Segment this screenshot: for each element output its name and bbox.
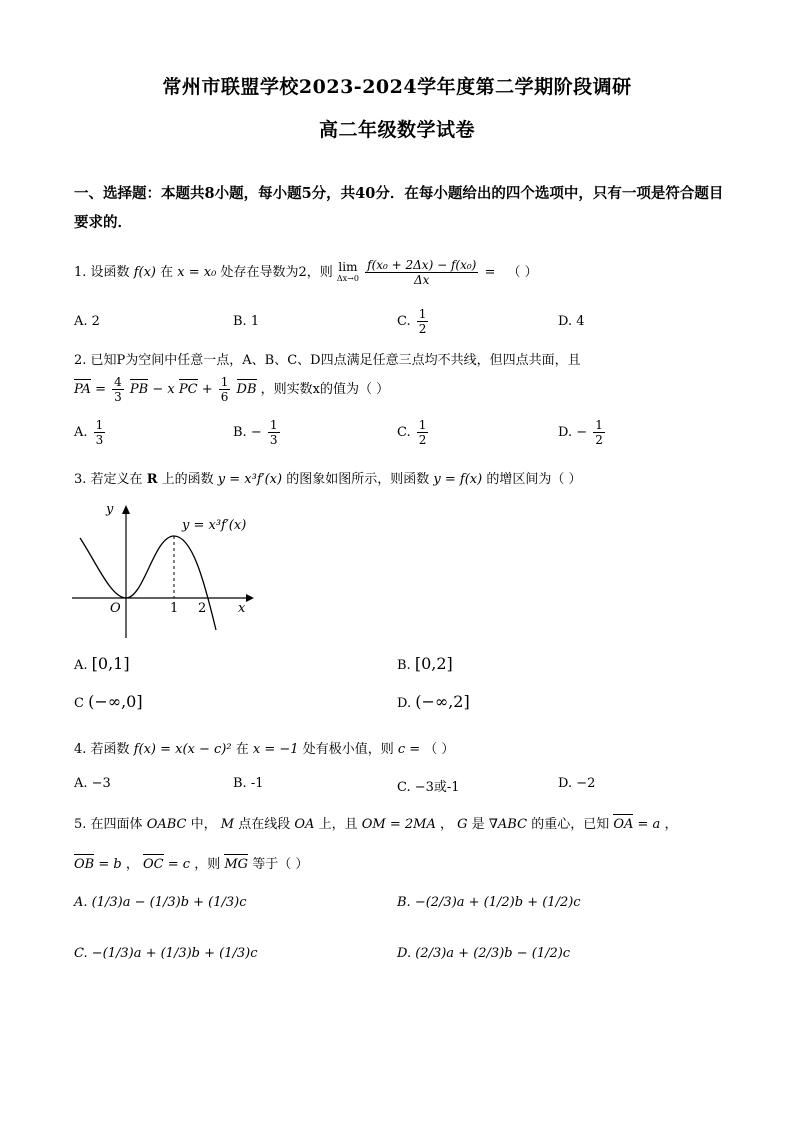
graph-origin: O [110,601,121,616]
q1-at: 在 [160,265,174,280]
q5-t6: 的重心，已知 [531,817,610,832]
q1-option-b: B. 1 [233,314,260,329]
q3-graph [66,500,256,640]
q2-a-num: 1 [95,418,104,432]
q2-minus-x: − x [152,382,175,397]
q2-a-label: A. [74,425,88,440]
q1-mid: 处存在导数为2，则 [220,265,333,280]
vec-oa: OA [613,817,634,832]
q5-t4: ， [439,817,453,832]
q4-func: f(x) = x(x − c)² [133,742,232,757]
q2-option-a [74,418,107,447]
q1-fraction [365,258,478,287]
q3-option-a [74,654,130,673]
vec-oc: OC [143,857,164,872]
q2-c-den: 2 [418,433,427,447]
q2-b-label: B. [233,425,247,440]
q5-line2-end: 等于（ ） [252,857,309,872]
question-3 [74,468,581,487]
section-heading: 一、选择题：本题共8小题，每小题5分，共40分．在每小题给出的四个选项中，只有一项是符合题目要求的． [74,185,724,231]
q5-g: G [457,817,468,832]
q2-c-frac [417,418,429,447]
curve-path [80,536,216,630]
q5-vec-c: = c [167,857,191,872]
q4-option-b: B. -1 [233,776,264,791]
q3-option-d [397,692,470,711]
question-5-line2: OB = b ， OC = c ，则 MG 等于（ ） [74,857,309,872]
q3-c-val: (−∞,0] [88,692,143,711]
q5-t5: 是 [471,817,485,832]
question-5-line1 [74,813,677,832]
q5-t3: 上，且 [318,817,358,832]
q2-frac2-den: 6 [220,390,229,404]
q1-denominator: Δx [414,273,430,287]
q4-mid: 在 [235,742,249,757]
vec-mg: MG [224,857,249,872]
q4-cond: x = −1 [252,742,299,757]
q3-d-val: (−∞,2] [415,692,470,711]
vec-db: DB [236,382,257,397]
question-2-line1: 2. 已知P为空间中任意一点，A、B、C、D四点满足任意三点均不共线，但四点共面，且 [74,353,581,368]
q2-d-num: 1 [595,418,603,432]
q3-b-val: [0,2] [414,654,453,673]
q3-prefix: 3. 若定义在 [74,472,143,487]
q5-t1: 中， [190,817,217,832]
q3-option-c [74,692,143,711]
q3-a-label: A. [74,658,88,673]
question-1 [74,258,538,287]
graph-y-label: y [106,502,114,517]
q3-mid2: 的图象如图所示，则函数 [286,472,430,487]
q4-option-c: C. −3或-1 [397,780,460,795]
graph-curve-label: y = x³f′(x) [182,518,247,533]
q1-answer-paren: （ ） [507,265,538,280]
q3-func2: y = f(x) [433,472,483,487]
q1-option-c-label: C. [397,314,411,329]
q3-a-val: [0,1] [91,654,130,673]
q2-a-frac [94,418,106,447]
q2-option-c [397,418,430,447]
vec-ob: OB [74,857,95,872]
q1-lim-sub: Δx→0 [336,273,359,283]
q2-frac1-den: 3 [114,390,122,404]
q5-t2: 点在线段 [238,817,291,832]
q5-line2-tail: ，则 [194,857,221,872]
exam-subtitle: 高二年级数学试卷 [318,119,475,141]
q5-vec-b: = b [98,857,122,872]
q1-numerator: f(x₀ + 2Δx) − f(x₀) [367,258,477,272]
q4-c-eq: c = [397,742,421,757]
q4-paren: （ ） [424,742,455,757]
q2-frac1 [112,375,124,404]
q2-b-frac [268,418,280,447]
q5-triangle: ∇ABC [488,817,528,832]
q5-option-c: C. −(1/3)a + (1/3)b + (1/3)c [74,946,258,961]
vec-pc: PC [178,382,198,397]
q4-tail: 处有极小值，则 [302,742,394,757]
q1-fx: f(x) [133,265,156,280]
vec-pa: PA [74,382,91,397]
q1-condition: x = x₀ [177,265,217,280]
vec-pb: PB [129,382,149,397]
q2-a-den: 3 [95,433,104,447]
q3-mid: 上的函数 [161,472,214,487]
q2-frac2 [219,375,231,404]
q3-func: y = x³f′(x) [217,472,283,487]
q1-option-c-frac [417,307,429,336]
q2-d-sign: − [576,425,588,440]
q2-d-frac [593,418,605,447]
q5-oa: OA [294,817,315,832]
q2-d-label: D. [558,425,573,440]
q1-option-c [397,307,430,336]
q5-prefix: 5. 在四面体 [74,817,143,832]
q5-option-b: B. −(2/3)a + (1/2)b + (1/2)c [397,895,581,910]
q5-option-a: A. (1/3)a − (1/3)b + (1/3)c [74,895,247,910]
q5-cond: OM = 2MA [361,817,436,832]
q1-option-d: D. 4 [558,314,585,329]
q4-option-a: A. −3 [74,776,111,791]
x-axis-arrow-icon [246,594,254,602]
q5-vec-a: = a [637,817,661,832]
graph-tick-2: 2 [198,601,207,616]
q3-tail: 的增区间为（ ） [486,472,582,487]
q1-c-num: 1 [418,307,427,321]
q4-option-d: D. −2 [558,776,596,791]
y-axis-arrow-icon [122,505,130,514]
q1-equals: = [484,265,496,280]
q2-frac2-num: 1 [220,375,229,389]
q5-option-d: D. (2/3)a + (2/3)b − (1/2)c [397,946,571,961]
q1-limit [337,261,359,285]
q2-b-sign: − [250,425,262,440]
q1-c-den: 2 [418,322,427,336]
q1-prefix: 1. 设函数 [74,265,130,280]
q2-b-den: 3 [269,433,278,447]
question-4 [74,738,454,757]
exam-title: 常州市联盟学校2023-2024学年度第二学期阶段调研 [162,76,632,98]
q3-d-label: D. [397,696,412,711]
q1-option-a: A. 2 [74,314,100,329]
q2-frac1-num: 4 [114,375,122,389]
q5-m: M [220,817,235,832]
q3-b-label: B. [397,658,411,673]
q2-c-label: C. [397,425,411,440]
graph-tick-1: 1 [170,601,179,616]
q1-lim: lim [338,259,358,274]
q2-option-b [233,418,282,447]
q2-plus: + [201,382,213,397]
q2-equals: = [95,382,106,397]
graph-x-label: x [238,601,246,616]
q5-oabc: OABC [146,817,187,832]
q2-tail: ，则实数x的值为（ ） [260,382,390,397]
q2-b-num: 1 [269,418,278,432]
q2-option-d [558,418,607,447]
q3-option-b [397,654,453,673]
question-2-line2 [74,375,389,404]
q3-real-set: R [146,472,158,487]
q2-d-den: 2 [595,433,603,447]
q3-c-label: C [74,696,84,711]
q4-prefix: 4. 若函数 [74,742,130,757]
q2-c-num: 1 [418,418,427,432]
q5-comma: ， [664,817,678,832]
